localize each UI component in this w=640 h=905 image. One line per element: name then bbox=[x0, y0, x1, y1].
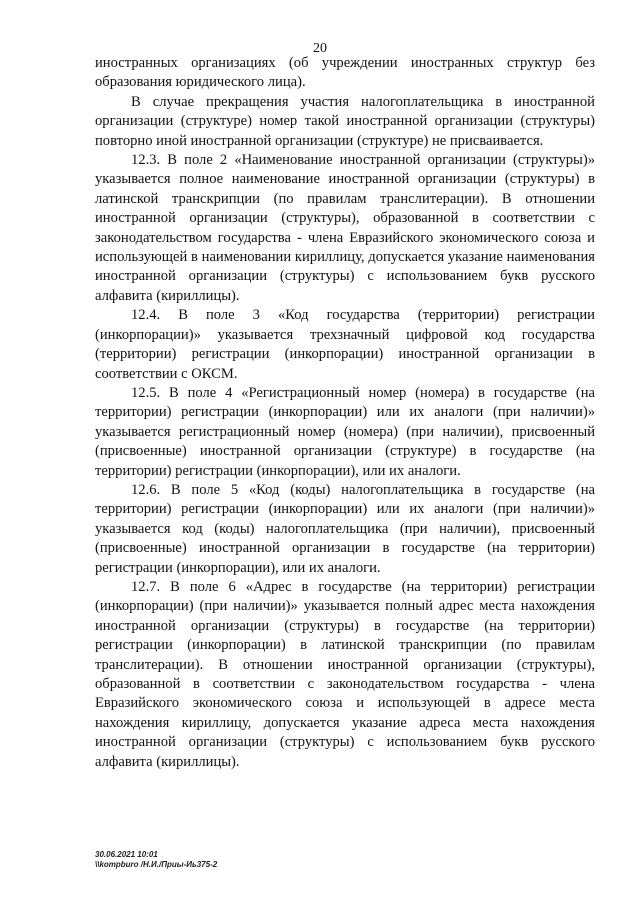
page-number: 20 bbox=[313, 41, 327, 56]
paragraph-12-3: 12.3. В поле 2 «Наименование иностранной организации (структуры)» указывается полное наименование иностранной организации (структуры) в латинской транскрипции (по правилам транслитерации). В отношении иностранной организации (структуры), образованной в соответствии с законодательством государства - члена Евразийского экономического союза и использующей в наименовании кириллицу, допускается указание наименования иностранной организации (структуры) с использованием букв русского алфавита (кириллицы). bbox=[95, 152, 595, 304]
paragraph-12-6: 12.6. В поле 5 «Код (коды) налогоплательщика в государстве (на территории) регистрации (инкорпорации) или их аналоги (при наличии)» указывается код (коды) налогоплательщика (при наличии), присвоенный (присвоенные) иностранной организации в государстве (на территории) регистрации (инкорпорации), или их аналоги. bbox=[95, 481, 595, 576]
footer-timestamp: 30.06.2021 10:01 bbox=[95, 850, 158, 859]
paragraph-continuation: иностранных организациях (об учреждении иностранных структур без образования юридического лица). bbox=[95, 55, 595, 91]
footer-file-path: \\kompburo /Н.И./Приы-Иь375-2 bbox=[95, 860, 218, 869]
document-body bbox=[95, 54, 595, 772]
paragraph-12-5: 12.5. В поле 4 «Регистрационный номер (номера) в государстве (на территории) регистрации (инкорпорации) или их аналоги (при наличии)» указывается регистрационный номер (номера) (при наличии), присвоенный (присвоенные) иностранной организации (структуре) в государстве (на территории) регистрации (инкорпорации), или их аналоги. bbox=[95, 384, 595, 479]
paragraph-12-7: 12.7. В поле 6 «Адрес в государстве (на территории) регистрации (инкорпорации) (при наличии)» указывается полный адрес места нахождения иностранной организации (структуры) в государстве (на территории) регистрации (инкорпорации) в латинской транскрипции (по правилам транслитерации). В отношении иностранной организации (структуры), образованной в соответствии с законодательством государства - члена Евразийского экономического союза и использующей в адресе места нахождения кириллицу, допускается указание адреса места нахождения иностранной организации (структуры) с использованием букв русского алфавита (кириллицы). bbox=[95, 578, 595, 770]
paragraph-12-4: 12.4. В поле 3 «Код государства (территории) регистрации (инкорпорации)» указывается трехзначный цифровой код государства (территории) регистрации (инкорпорации) иностранной организации в соответствии с ОКСМ. bbox=[95, 307, 595, 382]
paragraph-termination: В случае прекращения участия налогоплательщика в иностранной организации (структуре) номер такой иностранной организации (структуры) повторно иной иностранной организации (структуре) не присваивается. bbox=[95, 93, 595, 149]
document-footer bbox=[95, 850, 217, 870]
